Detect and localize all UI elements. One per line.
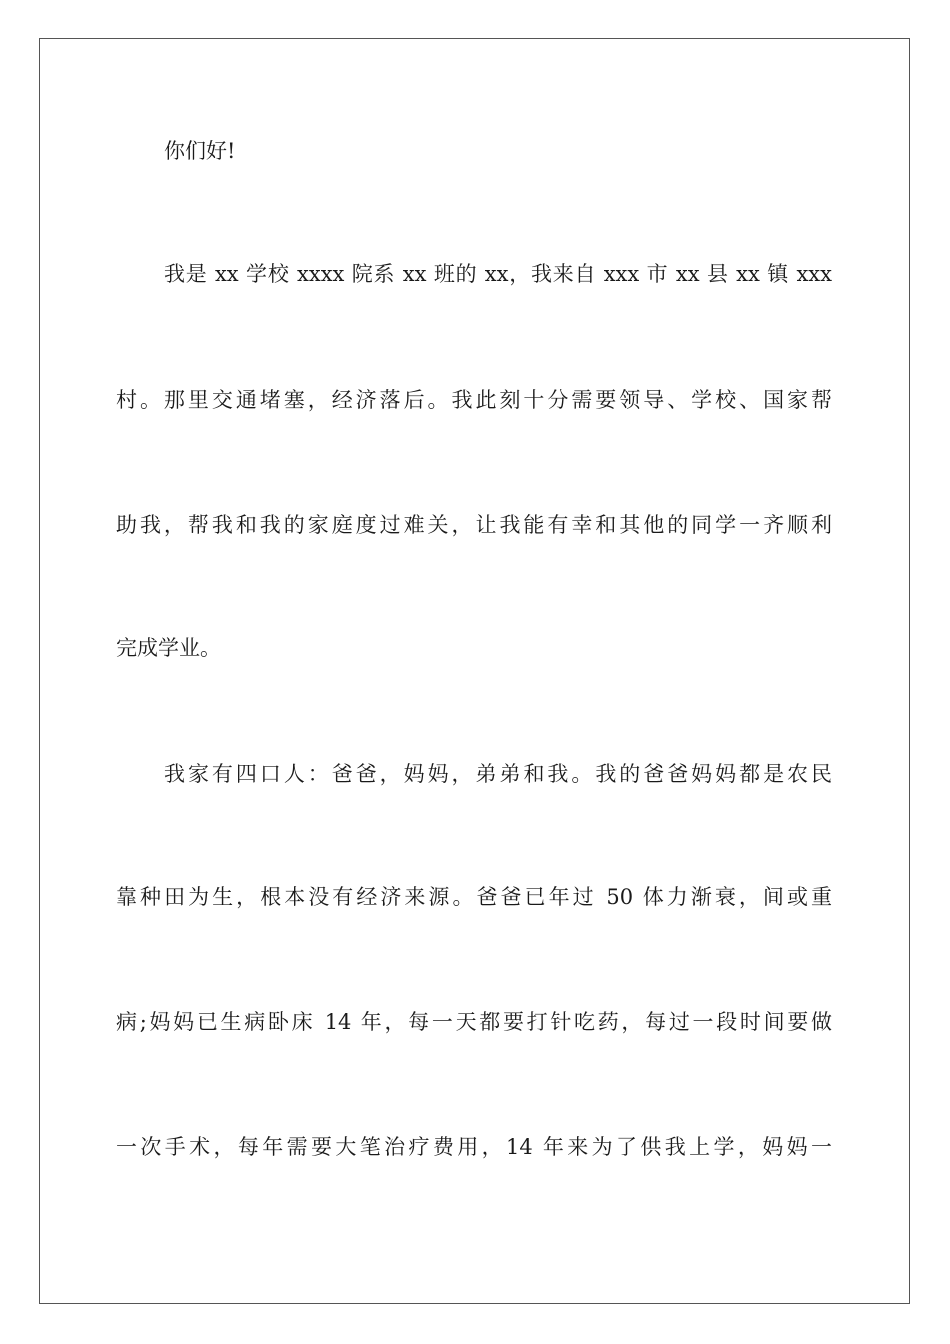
paragraph-2-line-1: 我家有四口人：爸爸，妈妈，弟弟和我。我的爸爸妈妈都是农民 <box>164 762 832 786</box>
paragraph-1-line-4: 完成学业。 <box>116 636 221 660</box>
paragraph-2-line-3: 病;妈妈已生病卧床 14 年，每一天都要打针吃药，每过一段时间要做 <box>116 1010 832 1034</box>
paragraph-1-line-2: 村。那里交通堵塞，经济落后。我此刻十分需要领导、学校、国家帮 <box>116 388 832 412</box>
greeting-line: 你们好! <box>164 139 236 163</box>
paragraph-2-line-4: 一次手术，每年需要大笔治疗费用，14 年来为了供我上学，妈妈一 <box>116 1135 832 1159</box>
paragraph-2-line-2: 靠种田为生，根本没有经济来源。爸爸已年过 50 体力渐衰，间或重 <box>116 885 832 909</box>
paragraph-1-line-3: 助我，帮我和我的家庭度过难关，让我能有幸和其他的同学一齐顺利 <box>116 513 832 537</box>
document-page <box>39 38 910 1304</box>
paragraph-1-line-1: 我是 xx 学校 xxxx 院系 xx 班的 xx，我来自 xxx 市 xx 县 xx 镇 xxx <box>164 262 832 286</box>
